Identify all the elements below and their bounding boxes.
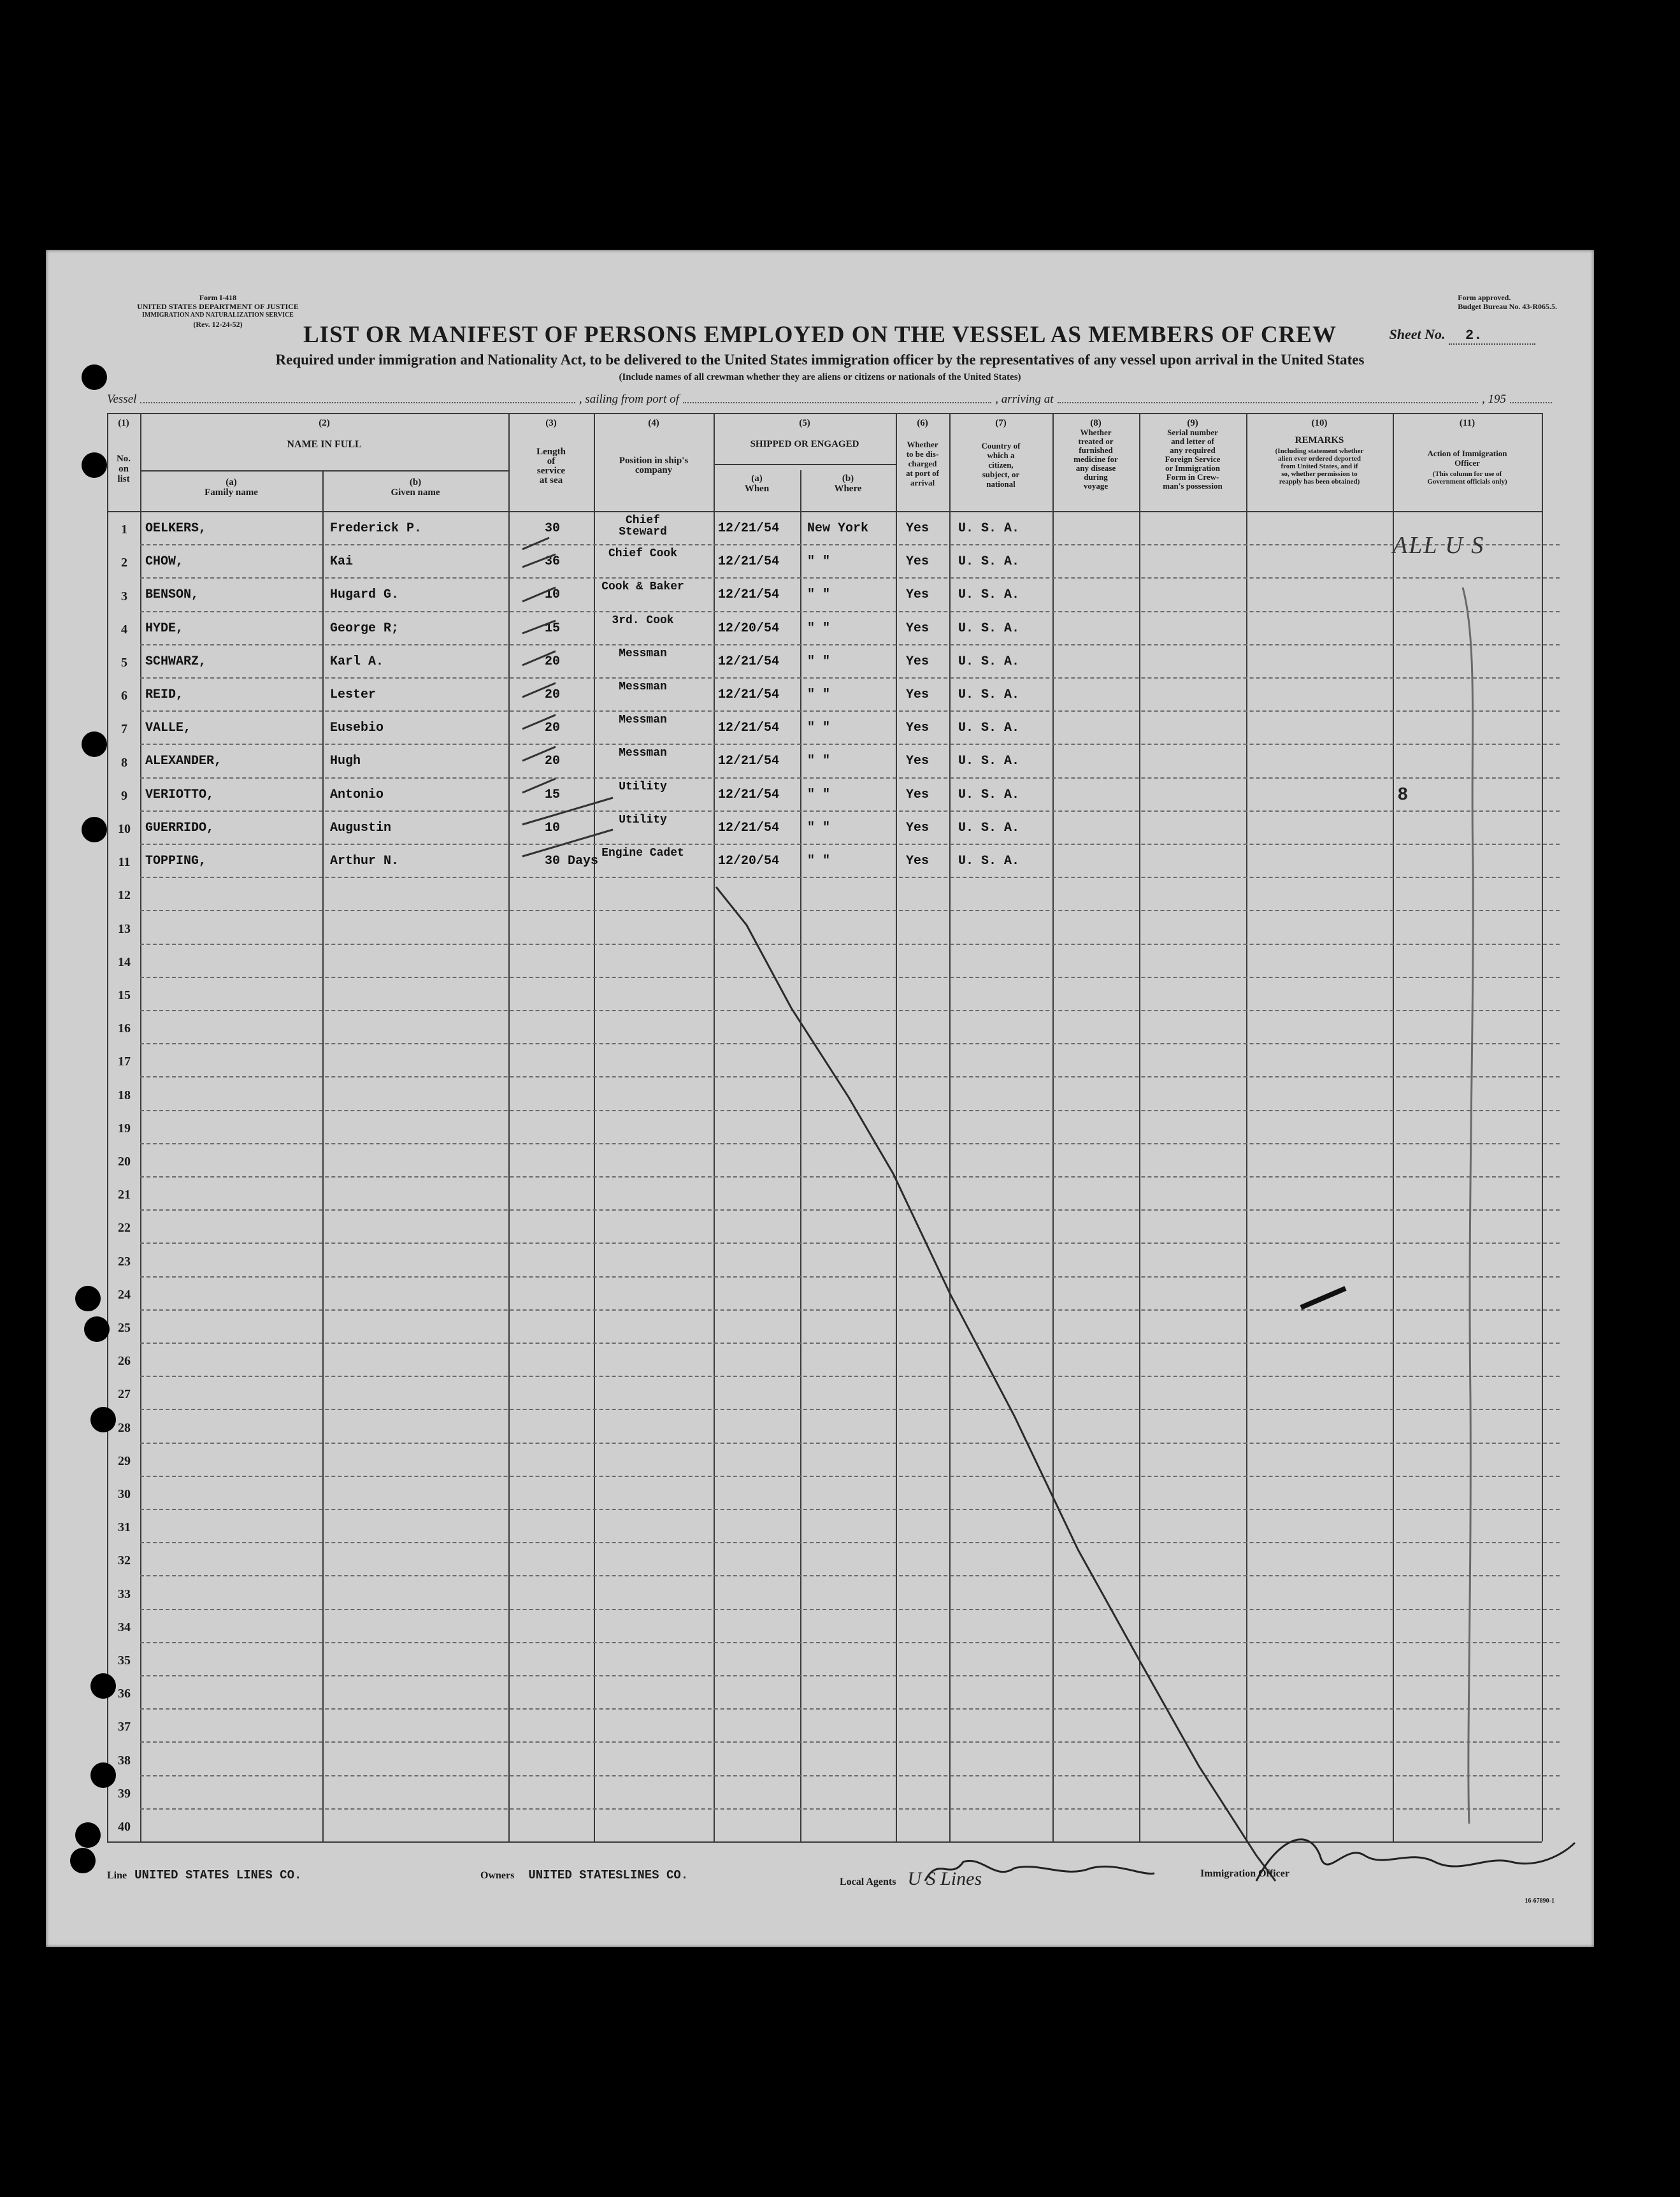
pencil-strikes: [46, 250, 1594, 1947]
crew-position-cell: Messman: [619, 681, 667, 693]
crew-country-cell: U. S. A.: [958, 820, 1020, 835]
vessel-label: Vessel: [107, 393, 137, 406]
row-number: 32: [118, 1553, 131, 1568]
col5b-label: Where: [834, 484, 862, 494]
col10-instruction-line: (Including statement whether: [1275, 447, 1364, 455]
crew-given-cell: Hugh: [330, 754, 361, 769]
crew-given-cell: Frederick P.: [330, 521, 422, 536]
crew-where-cell: New York: [807, 521, 869, 536]
crew-given-cell: Augustin: [330, 820, 392, 835]
manifest-sheet: [46, 250, 1594, 1947]
crew-country-cell: U. S. A.: [958, 554, 1020, 570]
form-approved-text: Form approved.: [1458, 293, 1511, 302]
sheet-label: Sheet No.: [1389, 326, 1446, 342]
row-number: 18: [118, 1088, 131, 1102]
crew-where-cell: " ": [807, 688, 831, 702]
punch-hole: [82, 817, 107, 842]
col2b-number: (b): [409, 477, 422, 487]
crew-service-cell: 15: [545, 787, 561, 802]
row-number: 12: [118, 888, 131, 903]
col7-label-line: subject, or: [982, 470, 1020, 479]
row-number: 6: [121, 689, 127, 703]
owners-value: UNITED STATESLINES CO.: [528, 1868, 689, 1882]
col6-label-line: to be dis-: [906, 449, 939, 459]
col8-label-line: furnished: [1079, 445, 1113, 455]
row-number: 9: [121, 788, 127, 803]
crew-discharged-cell: Yes: [906, 521, 930, 536]
row-number: 28: [118, 1420, 131, 1435]
col9-number: (9): [1187, 418, 1198, 428]
crew-when-cell: 12/21/54: [718, 688, 780, 702]
punch-hole: [75, 1286, 101, 1311]
col5-label: SHIPPED OR ENGAGED: [750, 439, 859, 449]
row9-remark-mark: 8: [1398, 784, 1408, 803]
immigration-officer-label: Immigration Officer: [1200, 1868, 1289, 1879]
punch-hole: [90, 1762, 116, 1788]
crew-discharged-cell: Yes: [906, 721, 930, 736]
col2b-label: Given name: [391, 487, 440, 498]
crew-where-cell: " ": [807, 621, 831, 636]
col6-label-line: at port of: [906, 468, 939, 478]
crew-family-cell: VERIOTTO,: [145, 787, 215, 802]
crew-service-cell: 36: [545, 554, 561, 570]
crew-service-cell: 10: [545, 587, 561, 603]
col8-label-line: during: [1084, 472, 1108, 482]
crew-given-cell: Hugard G.: [330, 587, 399, 603]
immigration-officer-signature: [1256, 1840, 1575, 1881]
col3-number: (3): [545, 418, 557, 428]
row-number: 34: [118, 1620, 131, 1634]
col7-label-line: Country of: [981, 441, 1021, 450]
crew-service-cell: 20: [545, 721, 561, 736]
col5a-number: (a): [751, 473, 763, 484]
line-value: UNITED STATES LINES CO.: [134, 1868, 302, 1882]
crew-service-cell: 20: [545, 754, 561, 769]
crew-when-cell: 12/21/54: [718, 521, 780, 536]
form-code: 16-67890-1: [1525, 1898, 1554, 1905]
crew-where-cell: " ": [807, 587, 831, 603]
row-number: 5: [121, 656, 127, 670]
row-number: 17: [118, 1055, 131, 1069]
col3-label-line: of: [547, 456, 556, 466]
crew-when-cell: 12/21/54: [718, 654, 780, 669]
col2-label: NAME IN FULL: [287, 439, 362, 450]
row-number: 16: [118, 1021, 131, 1036]
punch-hole: [82, 364, 107, 390]
ditto-line: [1463, 587, 1473, 1824]
agents-label: Local Agents: [840, 1876, 896, 1887]
owners-label: Owners: [480, 1870, 515, 1881]
crew-service-cell: 30 Days: [545, 854, 599, 868]
agents-value: U S Lines: [907, 1868, 982, 1889]
col2a-label: Family name: [205, 487, 258, 498]
col9-label-line: Form in Crew-: [1166, 472, 1219, 482]
row-number: 20: [118, 1155, 131, 1169]
col5b-number: (b): [842, 473, 854, 484]
crew-discharged-cell: Yes: [906, 688, 930, 702]
col10-instruction-line: alien ever ordered deported: [1277, 455, 1361, 463]
row-number: 22: [118, 1221, 131, 1235]
crew-service-cell: 10: [545, 820, 561, 835]
row-number: 13: [118, 921, 131, 936]
crew-when-cell: 12/21/54: [718, 754, 780, 769]
crew-position-cell: Messman: [619, 714, 667, 727]
col11-number: (11): [1459, 418, 1475, 428]
crew-where-cell: " ": [807, 820, 831, 835]
crew-where-cell: " ": [807, 754, 831, 769]
row-number: 21: [118, 1188, 131, 1202]
punch-hole: [82, 452, 107, 478]
crew-service-cell: 15: [545, 621, 561, 636]
col8-label-line: any disease: [1075, 463, 1116, 473]
page-subtitle: Required under immigration and Nationality Act, to be delivered to the United States immigration officer by the representatives of any vessel upon arrival in the United States: [275, 352, 1365, 368]
col9-label-line: or Immigration: [1165, 463, 1221, 473]
crew-service-cell: 30: [545, 521, 561, 536]
crew-position-cell: Chief Steward: [619, 514, 667, 538]
crew-given-cell: Eusebio: [330, 721, 384, 736]
col8-label-line: voyage: [1083, 481, 1109, 491]
crew-position-cell: Chief Cook: [608, 547, 678, 561]
crew-country-cell: U. S. A.: [958, 621, 1020, 636]
col2-number: (2): [319, 418, 330, 428]
crew-given-cell: Antonio: [330, 787, 384, 802]
crew-family-cell: VALLE,: [145, 721, 192, 736]
row-number: 10: [118, 822, 131, 836]
crew-service-cell: 20: [545, 688, 561, 702]
punch-hole: [84, 1316, 110, 1342]
crew-discharged-cell: Yes: [906, 754, 930, 769]
col1-number: (1): [118, 418, 129, 428]
row-number: 36: [118, 1687, 131, 1701]
row-number: 37: [118, 1720, 131, 1734]
crew-country-cell: U. S. A.: [958, 654, 1020, 669]
col9-label-line: Foreign Service: [1165, 454, 1221, 464]
col10-instruction-line: so, whether permission to: [1281, 470, 1358, 478]
col8-label-line: treated or: [1078, 436, 1114, 446]
row-number: 24: [118, 1287, 131, 1302]
col10-label: REMARKS: [1295, 435, 1344, 445]
col6-label-line: charged: [908, 459, 937, 468]
row-number: 1: [121, 522, 127, 537]
crew-when-cell: 12/20/54: [718, 854, 780, 868]
sailing-label: , sailing from port of: [578, 393, 679, 406]
col7-number: (7): [995, 418, 1007, 428]
col7-label-line: national: [986, 479, 1016, 489]
row-number: 35: [118, 1653, 131, 1668]
department-name: UNITED STATES DEPARTMENT OF JUSTICE: [137, 302, 299, 311]
crew-when-cell: 12/21/54: [718, 820, 780, 835]
col6-number: (6): [917, 418, 928, 428]
crew-position-cell: Engine Cadet: [601, 847, 684, 860]
col3-label-line: Length: [536, 447, 566, 457]
crew-country-cell: U. S. A.: [958, 721, 1020, 736]
col8-label-line: Whether: [1080, 428, 1112, 437]
crew-family-cell: GUERRIDO,: [145, 820, 215, 835]
row-number: 11: [118, 855, 131, 870]
col3-label-line: service: [536, 466, 566, 476]
row-number: 2: [121, 556, 127, 570]
row-number: 25: [118, 1321, 131, 1335]
col7-label-line: which a: [987, 450, 1015, 460]
row-number: 8: [121, 755, 127, 770]
col10-instruction-line: from United States, and if: [1281, 463, 1358, 470]
col4-label-line: Position in ship's: [619, 456, 689, 466]
row-number: 31: [118, 1520, 131, 1535]
row-number: 40: [118, 1820, 131, 1834]
footer-line: [107, 1868, 301, 1882]
col6-label-line: arrival: [910, 478, 935, 487]
col7-label-line: citizen,: [988, 460, 1014, 470]
crew-discharged-cell: Yes: [906, 554, 930, 570]
row-number: 39: [118, 1786, 131, 1801]
row-number: 30: [118, 1487, 131, 1501]
col9-label-line: Serial number: [1167, 428, 1218, 437]
service-name: IMMIGRATION AND NATURALIZATION SERVICE: [142, 312, 294, 319]
form-number: Form I-418: [199, 293, 237, 302]
cancel-stroke: [716, 887, 1275, 1881]
officer-action-note: ALL U S: [1393, 532, 1485, 559]
crew-discharged-cell: Yes: [906, 587, 930, 603]
crew-country-cell: U. S. A.: [958, 688, 1020, 702]
punch-hole: [90, 1673, 116, 1699]
col4-number: (4): [648, 418, 659, 428]
crew-country-cell: U. S. A.: [958, 521, 1020, 536]
col11-note-line: Government officials only): [1427, 478, 1507, 486]
footer-officer: [1200, 1868, 1289, 1880]
crew-where-cell: " ": [807, 554, 831, 570]
crew-when-cell: 12/20/54: [718, 621, 780, 636]
crew-family-cell: OELKERS,: [145, 521, 207, 536]
crew-family-cell: CHOW,: [145, 554, 184, 570]
row-number: 27: [118, 1387, 131, 1402]
col11-label-line: Action of Immigration: [1427, 449, 1507, 458]
row-number: 19: [118, 1121, 131, 1135]
page-title: LIST OR MANIFEST OF PERSONS EMPLOYED ON THE VESSEL AS MEMBERS OF CREW: [303, 322, 1337, 348]
ink-blot: [1301, 1288, 1346, 1307]
col11-label-line: Officer: [1454, 458, 1480, 468]
crew-service-cell: 20: [545, 654, 561, 669]
crew-family-cell: REID,: [145, 688, 184, 702]
row-number: 26: [118, 1354, 131, 1369]
crew-position-cell: Utility: [619, 813, 667, 826]
punch-hole: [90, 1407, 116, 1432]
crew-discharged-cell: Yes: [906, 787, 930, 802]
col8-label-line: medicine for: [1073, 454, 1118, 464]
col9-label-line: and letter of: [1171, 436, 1214, 446]
crew-position-cell: 3rd. Cook: [612, 614, 674, 627]
crew-when-cell: 12/21/54: [718, 554, 780, 570]
punch-hole: [75, 1822, 101, 1848]
crew-where-cell: " ": [807, 721, 831, 736]
crew-family-cell: HYDE,: [145, 621, 184, 636]
crew-family-cell: BENSON,: [145, 587, 199, 603]
crew-where-cell: " ": [807, 654, 831, 669]
row-number: 23: [118, 1254, 131, 1269]
col1-label-line: on: [118, 464, 129, 474]
row-number: 29: [118, 1453, 131, 1468]
row-number: 38: [118, 1753, 131, 1768]
crew-where-cell: " ": [807, 787, 831, 802]
crew-discharged-cell: Yes: [906, 820, 930, 835]
revision-date: (Rev. 12-24-52): [193, 320, 243, 329]
crew-discharged-cell: Yes: [906, 621, 930, 636]
row-number: 3: [121, 589, 127, 603]
year-label: , 195: [1481, 393, 1506, 406]
crew-position-cell: Messman: [619, 647, 667, 660]
col3-label-line: at sea: [539, 475, 563, 486]
col10-number: (10): [1311, 418, 1328, 428]
line-label: Line: [107, 1870, 127, 1881]
row-number: 33: [118, 1587, 131, 1601]
crew-family-cell: ALEXANDER,: [145, 754, 222, 769]
row-number: 7: [121, 722, 127, 737]
col10-instruction-line: reapply has been obtained): [1279, 478, 1360, 486]
crew-given-cell: George R;: [330, 621, 399, 636]
crew-when-cell: 12/21/54: [718, 721, 780, 736]
col5-number: (5): [799, 418, 810, 428]
col1-label-line: list: [117, 474, 130, 484]
punch-hole: [70, 1848, 96, 1873]
crew-discharged-cell: Yes: [906, 854, 930, 868]
crew-given-cell: Kai: [330, 554, 354, 570]
crew-when-cell: 12/21/54: [718, 787, 780, 802]
crew-given-cell: Arthur N.: [330, 854, 399, 868]
inclusion-note: (Include names of all crewman whether they are aliens or citizens or nationals of the United States): [619, 372, 1021, 382]
col1-label-line: No.: [116, 454, 131, 464]
col11-note-line: (This column for use of: [1432, 470, 1502, 478]
crew-where-cell: " ": [807, 854, 831, 868]
service-tick-marks: [522, 538, 613, 856]
col9-label-line: any required: [1170, 445, 1216, 455]
col8-number: (8): [1090, 418, 1102, 428]
col4-label-line: company: [635, 465, 673, 475]
crew-family-cell: SCHWARZ,: [145, 654, 207, 669]
crew-given-cell: Karl A.: [330, 654, 384, 669]
col5a-label: When: [744, 484, 770, 494]
footer-agents: [840, 1868, 982, 1890]
crew-country-cell: U. S. A.: [958, 754, 1020, 769]
crew-position-cell: Cook & Baker: [601, 580, 684, 594]
col6-label-line: Whether: [907, 440, 938, 449]
row-number: 15: [118, 988, 131, 1002]
crew-when-cell: 12/21/54: [718, 587, 780, 603]
punch-hole: [82, 731, 107, 757]
crew-country-cell: U. S. A.: [958, 587, 1020, 603]
sheet-value: 2.: [1449, 328, 1535, 345]
row-number: 14: [118, 954, 131, 969]
crew-discharged-cell: Yes: [906, 654, 930, 669]
arriving-label: , arriving at: [995, 393, 1054, 406]
crew-given-cell: Lester: [330, 688, 377, 702]
budget-bureau-number: Budget Bureau No. 43-R065.5.: [1458, 302, 1557, 311]
footer-owners: [480, 1868, 688, 1882]
crew-position-cell: Messman: [619, 747, 667, 760]
col2a-number: (a): [226, 477, 237, 487]
row-number: 4: [121, 622, 127, 637]
col9-label-line: man's possession: [1163, 481, 1223, 491]
crew-country-cell: U. S. A.: [958, 787, 1020, 802]
crew-family-cell: TOPPING,: [145, 854, 207, 868]
crew-position-cell: Utility: [619, 780, 667, 793]
crew-country-cell: U. S. A.: [958, 854, 1020, 868]
